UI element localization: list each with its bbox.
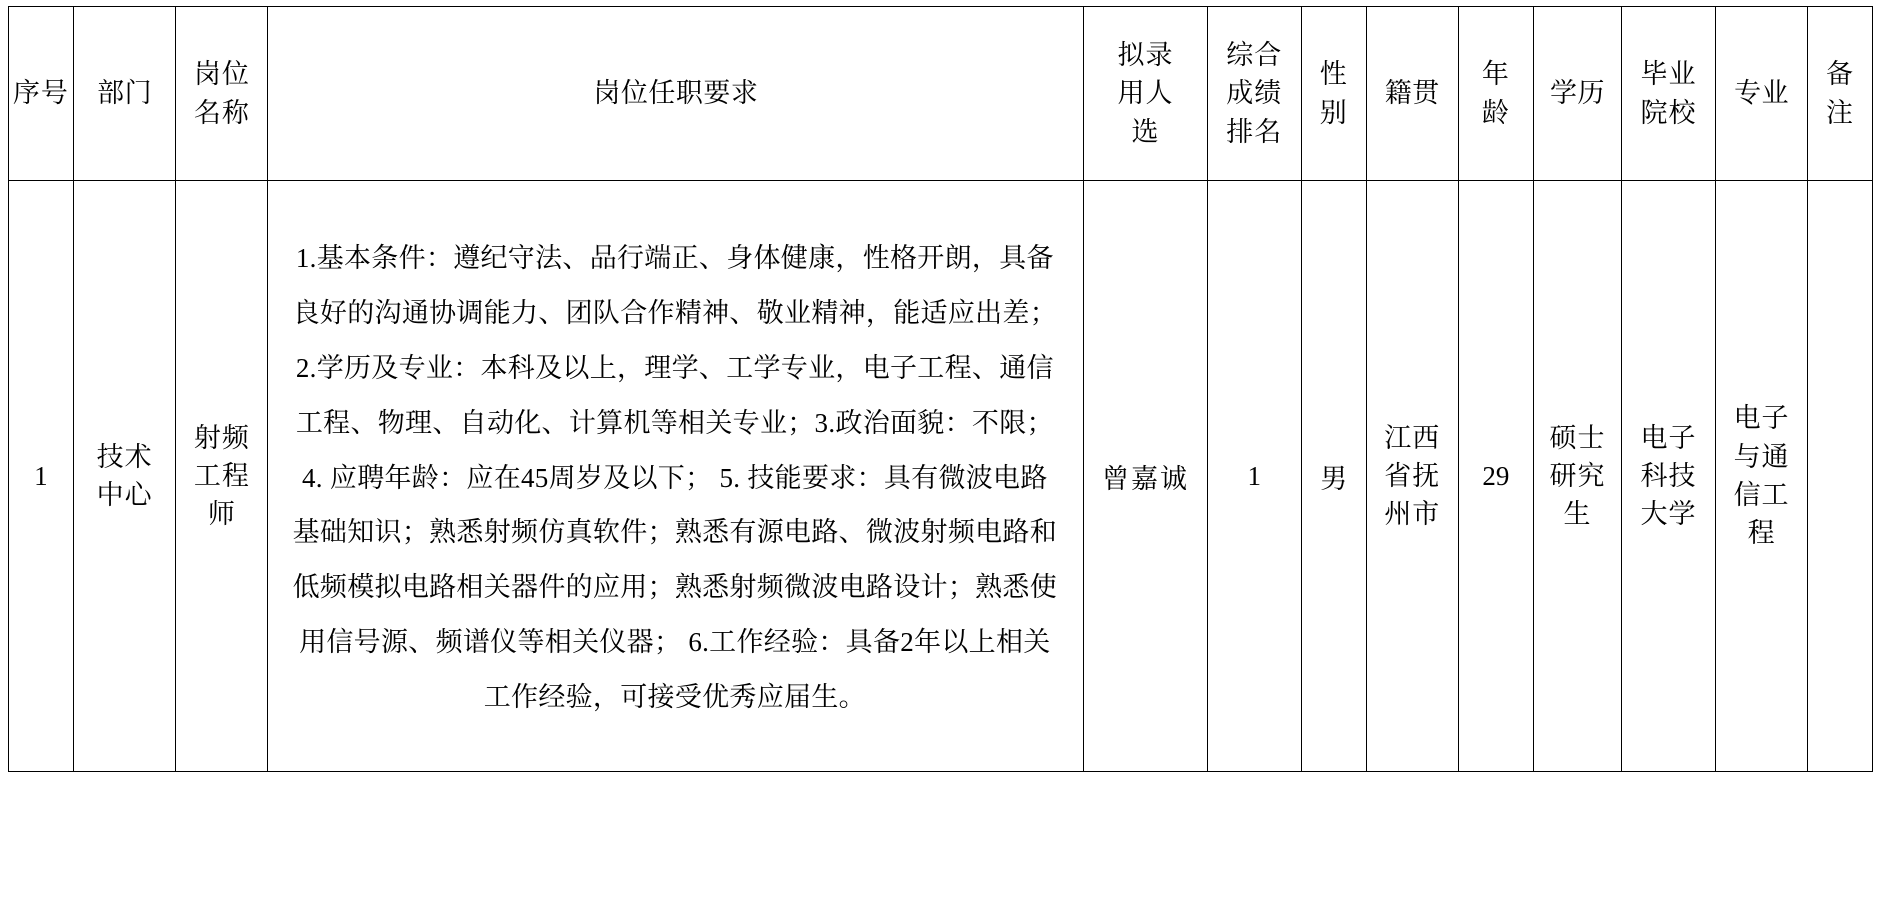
table-header-row — [9, 7, 1873, 181]
header-label-native-place: 籍贯 — [1384, 77, 1440, 108]
header-cell-dept — [73, 7, 176, 181]
header-cell-rank — [1207, 7, 1301, 181]
header-label-age: 年龄 — [1481, 59, 1510, 128]
cell-post — [176, 181, 268, 772]
cell-major — [1716, 181, 1808, 772]
cell-school — [1621, 181, 1715, 772]
header-cell-school — [1621, 7, 1715, 181]
cell-requirements: 1.基本条件：遵纪守法、品行端正、身体健康，性格开朗，具备良好的沟通协调能力、团队合作精神、敬业精神，能适应出差； 2.学历及专业：本科及以上，理学、工学专业，电子工程、通信工程、物理、自动化、计算机等相关专业；3.政治面貌：不限； 4. 应聘年龄：应在45周岁及以下； 5. 技能要求：具有微波电路基础知识；熟悉射频仿真软件；熟悉有源电路、微波射频电路和低频模拟电路相关器件的应用；熟悉射频微波电路设计；熟悉使用信号源、频谱仪等相关仪器； 6.工作经验：具备2年以上相关工作经验，可接受优秀应届生。 — [268, 181, 1084, 772]
header-cell-post — [176, 7, 268, 181]
cell-major-value: 电子与通信工程 — [1733, 403, 1790, 549]
header-cell-native-place — [1366, 7, 1458, 181]
cell-remark — [1808, 181, 1873, 772]
recruitment-table — [8, 6, 1873, 772]
header-label-remark: 备注 — [1826, 59, 1855, 128]
header-label-education: 学历 — [1549, 77, 1605, 108]
cell-school-value: 电子科技大学 — [1640, 422, 1697, 530]
header-cell-requirements — [268, 7, 1084, 181]
table-row — [9, 181, 1873, 772]
cell-post-value: 射频工程师 — [193, 422, 250, 530]
cell-native-place-value: 江西省抚州市 — [1384, 422, 1441, 530]
header-cell-education — [1534, 7, 1622, 181]
header-label-gender: 性别 — [1319, 59, 1348, 128]
header-label-major: 专业 — [1734, 77, 1790, 108]
header-label-requirements: 岗位任职要求 — [593, 77, 759, 108]
header-cell-gender — [1301, 7, 1366, 181]
cell-candidate: 曾嘉诚 — [1084, 181, 1207, 772]
cell-dept-value: 技术中心 — [96, 441, 153, 510]
cell-education-value: 硕士研究生 — [1549, 422, 1606, 530]
cell-seq: 1 — [9, 181, 74, 772]
cell-rank: 1 — [1207, 181, 1301, 772]
document-page — [0, 6, 1890, 900]
header-cell-major — [1716, 7, 1808, 181]
header-cell-seq — [9, 7, 74, 181]
cell-gender: 男 — [1301, 181, 1366, 772]
header-label-rank: 综合成绩排名 — [1226, 40, 1283, 147]
header-label-dept: 部门 — [97, 77, 153, 108]
cell-native-place — [1366, 181, 1458, 772]
header-cell-candidate — [1084, 7, 1207, 181]
cell-education — [1534, 181, 1622, 772]
header-cell-age — [1458, 7, 1533, 181]
header-label-candidate: 拟录用人选 — [1117, 40, 1174, 147]
header-label-post: 岗位名称 — [193, 59, 250, 128]
header-label-seq: 序号 — [12, 78, 69, 109]
header-cell-remark — [1808, 7, 1873, 181]
header-label-school: 毕业院校 — [1640, 59, 1697, 128]
cell-age: 29 — [1458, 181, 1533, 772]
cell-dept — [73, 181, 176, 772]
